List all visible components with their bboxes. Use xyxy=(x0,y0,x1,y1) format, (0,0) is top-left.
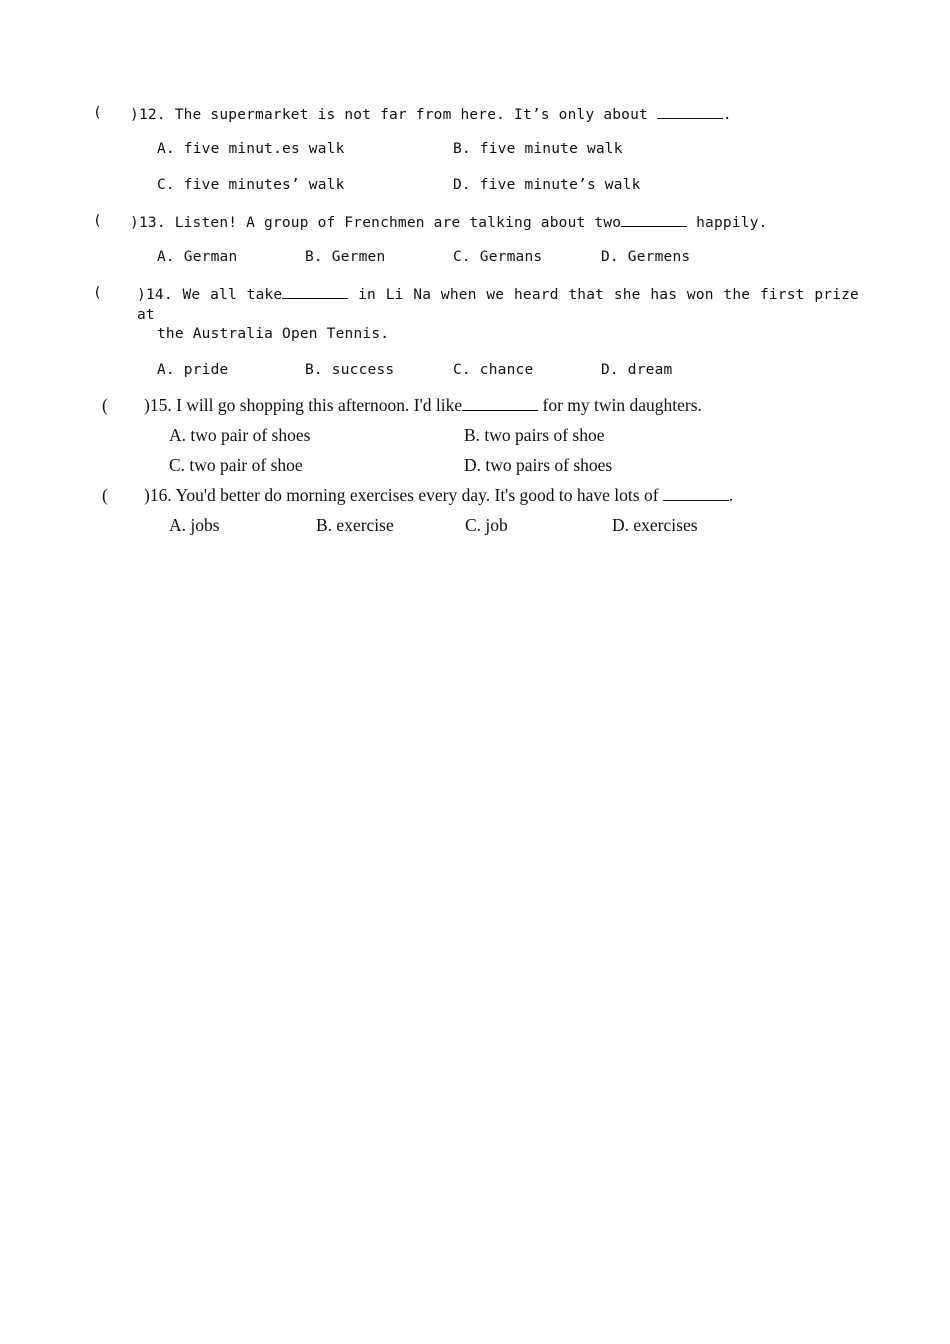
question-number: 13 xyxy=(138,215,157,231)
option-b: B. five minute walk xyxy=(453,141,623,157)
option-b: B. success xyxy=(305,362,395,378)
question-stem: You'd better do morning exercises every day. It's good to have lots of xyxy=(175,485,663,505)
answer-paren-close: ) xyxy=(137,287,146,303)
question-number: 15 xyxy=(149,395,168,415)
answer-paren-close: ) xyxy=(144,395,150,415)
option-c: C. chance xyxy=(453,362,534,378)
answer-paren-open: ( xyxy=(93,105,102,121)
option-b: B. exercise xyxy=(316,515,394,535)
answer-paren-open: ( xyxy=(102,395,108,415)
answer-blank xyxy=(621,211,687,227)
option-a: A. jobs xyxy=(169,515,220,535)
question-stem: I will go shopping this afternoon. I'd like xyxy=(176,395,463,415)
option-a: A. two pair of shoes xyxy=(169,425,311,445)
question-stem: We all take xyxy=(182,287,283,303)
option-c: C. Germans xyxy=(453,249,543,265)
answer-blank xyxy=(282,283,348,299)
answer-paren-open: ( xyxy=(93,285,102,301)
option-d: D. dream xyxy=(601,362,673,378)
option-d: D. five minute’s walk xyxy=(453,177,641,193)
answer-blank xyxy=(657,103,723,119)
answer-paren-open: ( xyxy=(102,485,108,505)
answer-paren-close: ) xyxy=(130,107,139,123)
option-d: D. exercises xyxy=(612,515,698,535)
question-stem: The supermarket is not far from here. It’s only about xyxy=(174,107,657,123)
question-number: 12 xyxy=(138,107,157,123)
option-b: B. Germen xyxy=(305,249,386,265)
option-c: C. five minutes’ walk xyxy=(157,177,345,193)
option-a: A. five minut.es walk xyxy=(157,141,345,157)
option-c: C. job xyxy=(465,515,508,535)
answer-blank xyxy=(663,485,729,501)
question-stem-continued: the Australia Open Tennis. xyxy=(157,326,390,342)
answer-paren-open: ( xyxy=(93,213,102,229)
option-a: A. German xyxy=(157,249,238,265)
option-b: B. two pairs of shoe xyxy=(464,425,605,445)
question-number: 14 xyxy=(145,287,164,303)
option-c: C. two pair of shoe xyxy=(169,455,303,475)
option-d: D. two pairs of shoes xyxy=(464,455,613,475)
answer-paren-close: ) xyxy=(130,215,139,231)
question-stem: Listen! A group of Frenchmen are talking about two xyxy=(174,215,622,231)
option-a: A. pride xyxy=(157,362,229,378)
question-number: 16 xyxy=(149,485,168,505)
worksheet-page: ( )12. The supermarket is not far from here. It’s only about . A. five minut.es walk B. five minute walk C. five minutes’ walk D. five minute’s walk ( )13. Listen! A group of Frenchmen are talking about two happily. A. German B. Germen C. Germans D. Germens ( )14. We all take in Li Na when we heard that she has won the first prize at the Australia Open Tennis. A. pride B. success C. chance D. dream ( )15. I will go shopping this afternoon. I'd like for my twin daughters. A. two pair of shoes B. two pairs of shoe C. two pair of shoe D. two pairs of shoes ( )16. You'd better do morning exercises every day. It's good to have lots of . A. jobs B. exercise C. job D. exercises xyxy=(93,105,859,535)
option-d: D. Germens xyxy=(601,249,691,265)
answer-blank xyxy=(462,395,538,411)
answer-paren-close: ) xyxy=(144,485,150,505)
